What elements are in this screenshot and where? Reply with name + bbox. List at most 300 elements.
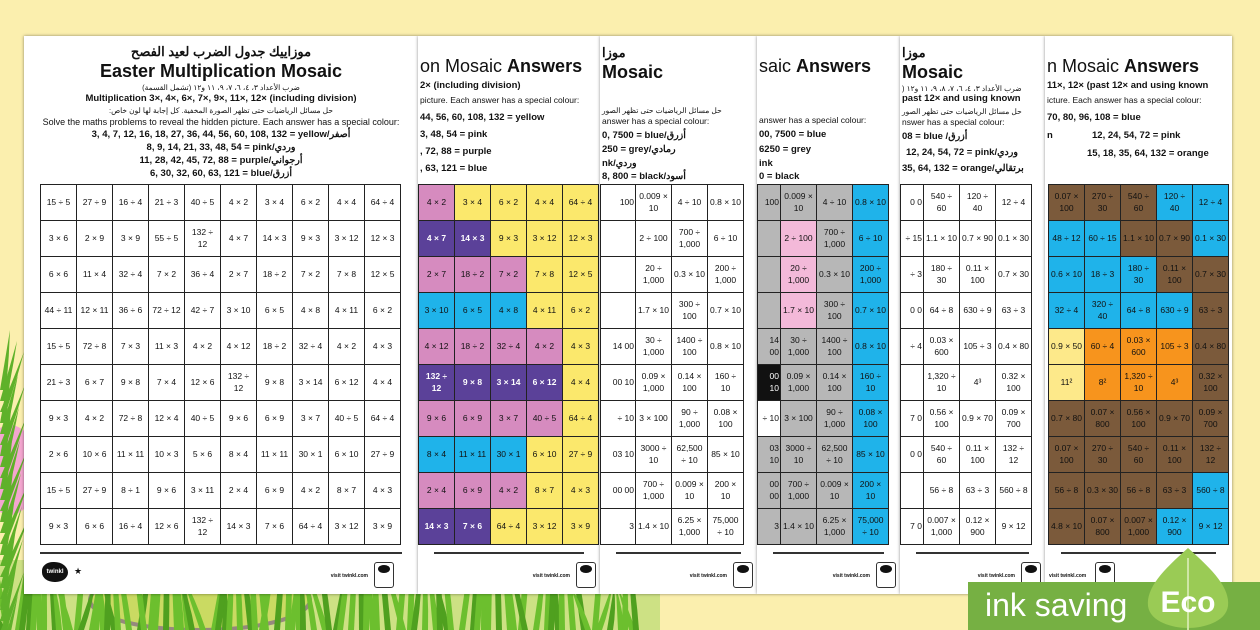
mosaic-cell: 75,000 ÷ 10 — [853, 509, 889, 545]
mosaic-cell: 48 ÷ 12 — [1049, 221, 1085, 257]
mosaic-cell: 7 × 8 — [527, 257, 563, 293]
mosaic-cell: 0.007 × 1,000 — [924, 509, 960, 545]
mosaic-cell: 0.08 × 100 — [853, 401, 889, 437]
mosaic-cell: 9 × 6 — [419, 401, 455, 437]
mosaic-cell: 6 ÷ 10 — [708, 221, 744, 257]
mosaic-cell: 60 ÷ 4 — [1085, 329, 1121, 365]
worksheet-text-line: 35, 64, 132 = orange/برتقالي — [902, 163, 1024, 174]
mosaic-cell: 8 × 4 — [419, 437, 455, 473]
mosaic-cell: 55 ÷ 5 — [149, 221, 185, 257]
title-answers: Answers — [796, 56, 872, 76]
mosaic-cell: 4 × 2 — [77, 401, 113, 437]
mosaic-cell: 6 × 2 — [563, 293, 599, 329]
mosaic-cell: 12 × 6 — [185, 365, 221, 401]
worksheet-text-line: حل مسائل الرياضيات حتى تظهر الصور — [602, 106, 722, 115]
mosaic-cell: 64 ÷ 8 — [924, 293, 960, 329]
mosaic-cell: 6 × 2 — [293, 185, 329, 221]
mosaic-cell: 3 — [758, 509, 781, 545]
mosaic-cell: 4 × 2 — [491, 473, 527, 509]
mosaic-cell: 62,500 ÷ 10 — [672, 437, 708, 473]
mosaic-cell: 40 ÷ 5 — [329, 401, 365, 437]
worksheet-title — [1047, 56, 1199, 77]
mosaic-cell: 0.11 × 100 — [1157, 437, 1193, 473]
mosaic-cell: 8 ÷ 1 — [113, 473, 149, 509]
mosaic-cell: 14 × 3 — [419, 509, 455, 545]
mosaic-cell: 9 × 6 — [221, 401, 257, 437]
worksheet-text-line: ضرب الأعداد ٣، ٤، ٦، ٧، ٨، ٩، ١١ و١٢ ( — [902, 84, 1022, 93]
worksheet-text-line: 3, 48, 54 = pink — [420, 129, 488, 140]
worksheet-text-line: 11×, 12× (past 12× and using known — [1047, 80, 1209, 91]
mosaic-cell: 6.25 × 1,000 — [817, 509, 853, 545]
mosaic-cell: 4 × 4 — [329, 185, 365, 221]
mosaic-cell: 85 × 10 — [853, 437, 889, 473]
worksheet-text-line: 0 = black — [759, 171, 800, 182]
mosaic-cell: 7 0 — [901, 401, 924, 437]
mosaic-cell: 6 × 2 — [365, 293, 401, 329]
mosaic-cell: 32 ÷ 4 — [293, 329, 329, 365]
mosaic-cell: 3 × 4 — [257, 185, 293, 221]
footer-url: visit twinkl.com — [532, 573, 570, 579]
mosaic-cell: 30 × 1 — [293, 437, 329, 473]
mosaic-cell: 6 × 12 — [527, 365, 563, 401]
mosaic-cell: 11 × 3 — [149, 329, 185, 365]
mosaic-cell: 4 × 3 — [365, 329, 401, 365]
mosaic-grid — [900, 184, 1032, 545]
worksheet-page-6 — [1045, 36, 1232, 594]
mosaic-cell: 63 ÷ 3 — [1157, 473, 1193, 509]
mosaic-cell: 1.1 × 10 — [924, 221, 960, 257]
mosaic-cell: 0.32 × 100 — [1193, 365, 1229, 401]
mosaic-cell: 0.56 × 100 — [1121, 401, 1157, 437]
mosaic-cell: 27 ÷ 9 — [365, 437, 401, 473]
worksheet-text-line: 70, 80, 96, 108 = blue — [1047, 112, 1141, 123]
title-answers: Answers — [1124, 56, 1200, 76]
mosaic-cell: 9 × 3 — [41, 401, 77, 437]
mosaic-cell: 160 ÷ 10 — [853, 365, 889, 401]
mosaic-grid — [600, 184, 744, 545]
worksheet-text-line: 3, 4, 7, 12, 16, 18, 27, 36, 44, 56, 60, 108, 132 = yellow/أصفر — [91, 129, 351, 140]
worksheet-text-line: 15, 18, 35, 64, 132 = orange — [1087, 148, 1209, 159]
worksheet-text-line: 44, 56, 60, 108, 132 = yellow — [420, 112, 545, 123]
mosaic-cell: 7 × 6 — [257, 509, 293, 545]
mosaic-cell: 0.07 × 800 — [1085, 509, 1121, 545]
mosaic-cell: 6 × 7 — [77, 365, 113, 401]
mosaic-cell: ÷ 10 — [758, 401, 781, 437]
mosaic-cell: 4 × 11 — [329, 293, 365, 329]
mosaic-cell: 0.009 × 10 — [636, 185, 672, 221]
mosaic-cell: 300 ÷ 100 — [817, 293, 853, 329]
mosaic-cell: 3 × 4 — [455, 185, 491, 221]
mosaic-cell: 21 ÷ 3 — [41, 365, 77, 401]
mosaic-cell: 270 ÷ 30 — [1085, 185, 1121, 221]
mosaic-cell: 64 ÷ 4 — [365, 185, 401, 221]
worksheet-text-line: 12, 24, 54, 72 = pink/وردي — [906, 147, 1018, 158]
mosaic-cell: 0.9 × 70 — [960, 401, 996, 437]
twinkl-badge-icon — [733, 562, 753, 588]
mosaic-cell: 72 ÷ 8 — [113, 401, 149, 437]
mosaic-cell: 63 ÷ 3 — [996, 293, 1032, 329]
mosaic-cell: 105 ÷ 3 — [1157, 329, 1193, 365]
title-answers: Answers — [507, 56, 583, 76]
mosaic-cell: 540 ÷ 60 — [924, 437, 960, 473]
mosaic-cell: 1.4 × 10 — [781, 509, 817, 545]
mosaic-cell: 700 ÷ 1,000 — [672, 221, 708, 257]
mosaic-cell: 630 ÷ 9 — [960, 293, 996, 329]
mosaic-cell: 3 × 6 — [41, 221, 77, 257]
mosaic-cell: 15 ÷ 5 — [41, 185, 77, 221]
mosaic-cell: 14 × 3 — [257, 221, 293, 257]
mosaic-cell: ÷ 15 — [901, 221, 924, 257]
mosaic-cell: 0.009 × 10 — [817, 473, 853, 509]
mosaic-cell: 7 × 2 — [149, 257, 185, 293]
mosaic-cell: 7 × 6 — [455, 509, 491, 545]
mosaic-cell: 12 ÷ 4 — [996, 185, 1032, 221]
mosaic-cell: 4 × 4 — [365, 365, 401, 401]
mosaic-cell: 132 ÷ 12 — [221, 365, 257, 401]
mosaic-cell: 3 × 14 — [293, 365, 329, 401]
mosaic-cell — [758, 293, 781, 329]
worksheet-text-line: 6250 = grey — [759, 144, 812, 155]
worksheet-text-line: , 72, 88 = purple — [420, 146, 492, 157]
mosaic-cell: 1400 ÷ 100 — [817, 329, 853, 365]
worksheet-text-line: 12, 24, 54, 72 = pink — [1092, 130, 1181, 141]
mosaic-cell: 2 ÷ 100 — [636, 221, 672, 257]
mosaic-cell: 90 ÷ 1,000 — [817, 401, 853, 437]
mosaic-cell: 0.7 × 90 — [1157, 221, 1193, 257]
mosaic-cell: 27 ÷ 9 — [563, 437, 599, 473]
mosaic-cell: 0.1 × 30 — [996, 221, 1032, 257]
mosaic-cell: 11 × 11 — [257, 437, 293, 473]
worksheet-page-4 — [757, 36, 900, 594]
mosaic-cell: 0.009 × 10 — [672, 473, 708, 509]
worksheet-text-line: 2× (including division) — [420, 80, 521, 91]
ink-saving-text: ink saving — [985, 587, 1128, 623]
mosaic-cell: 0.3 × 10 — [672, 257, 708, 293]
mosaic-cell: 9 × 8 — [455, 365, 491, 401]
mosaic-cell: 3 × 7 — [491, 401, 527, 437]
mosaic-cell: 64 ÷ 8 — [1121, 293, 1157, 329]
mosaic-cell: 30 × 1 — [491, 437, 527, 473]
mosaic-cell: 7 × 2 — [491, 257, 527, 293]
mosaic-cell: 9 × 12 — [1193, 509, 1229, 545]
mosaic-cell: 2 ÷ 100 — [781, 221, 817, 257]
worksheet-text-line: answer has a special colour: — [602, 116, 710, 126]
mosaic-cell: 0.007 × 1,000 — [1121, 509, 1157, 545]
mosaic-cell: 630 ÷ 9 — [1157, 293, 1193, 329]
mosaic-cell: 3 × 10 — [419, 293, 455, 329]
mosaic-cell: 560 ÷ 8 — [996, 473, 1032, 509]
mosaic-cell: 3 × 100 — [781, 401, 817, 437]
mosaic-cell — [758, 221, 781, 257]
mosaic-cell: 18 ÷ 2 — [455, 329, 491, 365]
mosaic-cell: 64 ÷ 4 — [563, 185, 599, 221]
worksheet-text-line: nk/وردي — [602, 158, 637, 169]
footer-url: visit twinkl.com — [832, 573, 870, 579]
mosaic-cell: 9 × 6 — [149, 473, 185, 509]
twinkl-badge-icon — [576, 562, 596, 588]
mosaic-cell: 540 ÷ 60 — [1121, 437, 1157, 473]
footer-divider — [40, 552, 402, 554]
mosaic-grid — [1048, 184, 1229, 545]
mosaic-cell: 4³ — [1157, 365, 1193, 401]
mosaic-grid — [40, 184, 401, 545]
mosaic-cell: 700 ÷ 1,000 — [817, 221, 853, 257]
mosaic-cell: 0.6 × 10 — [1049, 257, 1085, 293]
mosaic-cell: 15 ÷ 5 — [41, 329, 77, 365]
mosaic-cell: 8 × 7 — [329, 473, 365, 509]
mosaic-cell — [758, 257, 781, 293]
mosaic-cell: 0.03 × 600 — [1121, 329, 1157, 365]
worksheet-text-line: 08 = blue /أزرق — [902, 131, 968, 142]
mosaic-cell: 3 × 12 — [527, 221, 563, 257]
mosaic-cell: 100 — [758, 185, 781, 221]
mosaic-cell: 21 ÷ 3 — [149, 185, 185, 221]
mosaic-cell: ÷ 3 — [901, 257, 924, 293]
mosaic-cell: 0.7 × 10 — [708, 293, 744, 329]
mosaic-cell: 6 × 5 — [455, 293, 491, 329]
mosaic-cell: 100 — [601, 185, 636, 221]
mosaic-cell: 0.8 × 10 — [708, 185, 744, 221]
mosaic-cell: 200 ÷ 1,000 — [853, 257, 889, 293]
worksheet-text-line: حل مسائل الرياضيات حتى تظهر الصور — [902, 107, 1022, 116]
mosaic-cell: 42 ÷ 7 — [185, 293, 221, 329]
mosaic-cell: 160 ÷ 10 — [708, 365, 744, 401]
mosaic-cell: 132 ÷ 12 — [185, 509, 221, 545]
mosaic-cell: 4 × 8 — [491, 293, 527, 329]
mosaic-cell: 0.09 × 700 — [996, 401, 1032, 437]
mosaic-cell: 6 × 12 — [329, 365, 365, 401]
mosaic-cell: 11 × 4 — [77, 257, 113, 293]
mosaic-cell: 180 ÷ 30 — [924, 257, 960, 293]
mosaic-cell: 27 ÷ 9 — [77, 473, 113, 509]
mosaic-cell: 4 × 3 — [365, 473, 401, 509]
mosaic-cell: 0.12 × 900 — [1157, 509, 1193, 545]
mosaic-cell: 3 × 11 — [185, 473, 221, 509]
worksheet-text-line: 250 = grey/رمادي — [602, 144, 676, 155]
twinkl-badge-icon — [876, 562, 896, 588]
footer-divider — [434, 552, 584, 554]
mosaic-cell: 4 × 11 — [527, 293, 563, 329]
mosaic-cell: 9 × 12 — [996, 509, 1032, 545]
worksheet-text-line: picture. Each answer has a special colour: — [420, 95, 580, 105]
mosaic-cell: 180 ÷ 30 — [1121, 257, 1157, 293]
mosaic-cell: 63 ÷ 3 — [1193, 293, 1229, 329]
mosaic-cell: 6 × 2 — [491, 185, 527, 221]
footer-divider — [916, 552, 1029, 554]
mosaic-cell: 6.25 × 1,000 — [672, 509, 708, 545]
worksheet-title — [759, 56, 871, 77]
mosaic-cell: 4 × 2 — [527, 329, 563, 365]
mosaic-cell: 3000 ÷ 10 — [781, 437, 817, 473]
worksheet-text-line: , 63, 121 = blue — [420, 163, 488, 174]
mosaic-cell: 0.7 × 30 — [996, 257, 1032, 293]
mosaic-cell: 3 × 12 — [329, 509, 365, 545]
mosaic-cell: 00 10 — [758, 365, 781, 401]
worksheet-title: موزا — [902, 45, 926, 60]
mosaic-cell: 0.56 × 100 — [924, 401, 960, 437]
mosaic-cell: 1.7 × 10 — [781, 293, 817, 329]
mosaic-cell: 8 × 7 — [527, 473, 563, 509]
worksheet-text-line: 8, 800 = black/أسود — [602, 171, 686, 182]
title-part: n Mosaic — [1047, 56, 1125, 76]
mosaic-cell: 4 × 12 — [419, 329, 455, 365]
mosaic-cell: 00 00 — [758, 473, 781, 509]
mosaic-cell: 3000 ÷ 10 — [636, 437, 672, 473]
mosaic-cell: 63 ÷ 3 — [960, 473, 996, 509]
mosaic-cell: 11 × 11 — [113, 437, 149, 473]
mosaic-cell: 12 × 4 — [149, 401, 185, 437]
mosaic-cell: 03 10 — [758, 437, 781, 473]
mosaic-cell — [601, 293, 636, 329]
mosaic-cell: 2 × 6 — [41, 437, 77, 473]
mosaic-cell: 4 × 7 — [419, 221, 455, 257]
mosaic-cell: 0.11 × 100 — [960, 437, 996, 473]
mosaic-cell: 0.07 × 100 — [1049, 437, 1085, 473]
mosaic-cell: 0.7 × 30 — [1193, 257, 1229, 293]
mosaic-cell: 18 ÷ 3 — [1085, 257, 1121, 293]
mosaic-cell: 16 ÷ 4 — [113, 185, 149, 221]
worksheet-page-1 — [24, 36, 418, 594]
mosaic-cell: 12 × 6 — [149, 509, 185, 545]
mosaic-cell: 0.4 × 80 — [1193, 329, 1229, 365]
mosaic-cell: 18 ÷ 2 — [257, 257, 293, 293]
mosaic-cell: 56 ÷ 8 — [1049, 473, 1085, 509]
footer-url: visit twinkl.com — [330, 573, 368, 579]
mosaic-cell: 4 × 8 — [293, 293, 329, 329]
mosaic-cell: 4 × 4 — [527, 185, 563, 221]
mosaic-cell: 540 ÷ 60 — [1121, 185, 1157, 221]
mosaic-cell: 14 00 — [758, 329, 781, 365]
mosaic-cell: 0.14 × 100 — [672, 365, 708, 401]
mosaic-cell: 1,320 ÷ 10 — [1121, 365, 1157, 401]
mosaic-cell — [601, 257, 636, 293]
footer-divider — [616, 552, 741, 554]
mosaic-cell: 0.8 × 10 — [853, 185, 889, 221]
mosaic-cell: 4.8 × 10 — [1049, 509, 1085, 545]
mosaic-cell: 4 × 2 — [329, 329, 365, 365]
mosaic-cell: 00 00 — [601, 473, 636, 509]
mosaic-cell: 6 × 10 — [527, 437, 563, 473]
mosaic-cell — [901, 473, 924, 509]
mosaic-cell: 6 × 5 — [257, 293, 293, 329]
mosaic-cell: 7 × 2 — [293, 257, 329, 293]
mosaic-cell: 32 ÷ 4 — [1049, 293, 1085, 329]
mosaic-cell: 10 × 6 — [77, 437, 113, 473]
mosaic-cell: 4 × 7 — [221, 221, 257, 257]
worksheet-page-2 — [418, 36, 600, 594]
mosaic-cell: 03 10 — [601, 437, 636, 473]
mosaic-cell: 0.3 × 10 — [817, 257, 853, 293]
mosaic-cell: 200 × 10 — [853, 473, 889, 509]
mosaic-cell: 1.4 × 10 — [636, 509, 672, 545]
mosaic-cell: 72 ÷ 8 — [77, 329, 113, 365]
mosaic-cell: 0.14 × 100 — [817, 365, 853, 401]
mosaic-cell: 56 ÷ 8 — [924, 473, 960, 509]
mosaic-cell: 540 ÷ 60 — [924, 185, 960, 221]
eco-label: Eco — [1160, 586, 1216, 619]
worksheet-title: Mosaic — [902, 62, 964, 82]
mosaic-cell: 700 ÷ 1,000 — [781, 473, 817, 509]
mosaic-cell: 1,320 ÷ 10 — [924, 365, 960, 401]
worksheet-title: موزا — [602, 45, 626, 60]
footer-url: visit twinkl.com — [689, 573, 727, 579]
star-icon: ★ — [74, 566, 83, 576]
mosaic-cell — [601, 221, 636, 257]
mosaic-cell: 40 ÷ 5 — [185, 401, 221, 437]
mosaic-cell: 27 ÷ 9 — [77, 185, 113, 221]
mosaic-cell: 0.08 × 100 — [708, 401, 744, 437]
title-part: on Mosaic — [420, 56, 508, 76]
worksheet-text-line: past 12× and using known — [902, 93, 1021, 104]
mosaic-cell: 15 ÷ 5 — [41, 473, 77, 509]
mosaic-cell: 64 ÷ 4 — [563, 401, 599, 437]
mosaic-cell: 9 × 3 — [491, 221, 527, 257]
mosaic-cell: 85 × 10 — [708, 437, 744, 473]
mosaic-cell: 16 ÷ 4 — [113, 509, 149, 545]
mosaic-cell: 40 ÷ 5 — [185, 185, 221, 221]
mosaic-cell: 700 ÷ 1,000 — [636, 473, 672, 509]
mosaic-cell: 3 × 12 — [329, 221, 365, 257]
mosaic-cell: 0.7 × 80 — [1049, 401, 1085, 437]
mosaic-cell: 0.8 × 10 — [708, 329, 744, 365]
mosaic-cell: 0.7 × 10 — [853, 293, 889, 329]
mosaic-cell: 12 × 3 — [365, 221, 401, 257]
mosaic-cell: 4 × 2 — [293, 473, 329, 509]
worksheet-text-line: حل مسائل الرياضيات حتى تظهر الصورة المخفية. كل إجابة لها لون خاص: — [109, 106, 333, 115]
mosaic-cell: 8² — [1085, 365, 1121, 401]
mosaic-cell: 1.7 × 10 — [636, 293, 672, 329]
mosaic-cell: 3 × 9 — [113, 221, 149, 257]
mosaic-cell: 0.9 × 70 — [1157, 401, 1193, 437]
mosaic-cell: 9 × 3 — [41, 509, 77, 545]
mosaic-cell: 2 × 4 — [419, 473, 455, 509]
mosaic-cell: 6 × 9 — [257, 473, 293, 509]
mosaic-cell: 14 × 3 — [455, 221, 491, 257]
mosaic-cell: 64 ÷ 4 — [491, 509, 527, 545]
mosaic-cell: 0.09 × 700 — [1193, 401, 1229, 437]
mosaic-cell: 64 ÷ 4 — [365, 401, 401, 437]
mosaic-cell: 9 × 8 — [257, 365, 293, 401]
mosaic-cell: 32 ÷ 4 — [113, 257, 149, 293]
mosaic-cell: 0.07 × 800 — [1085, 401, 1121, 437]
mosaic-cell: 12 × 11 — [77, 293, 113, 329]
mosaic-cell: 320 ÷ 40 — [1085, 293, 1121, 329]
mosaic-cell: 0 0 — [901, 185, 924, 221]
mosaic-cell: 36 ÷ 6 — [113, 293, 149, 329]
mosaic-cell: 3 — [601, 509, 636, 545]
mosaic-cell — [901, 365, 924, 401]
worksheet-text-line: 6, 30, 32, 60, 63, 121 = blue/أزرق — [150, 168, 292, 179]
worksheet-text-line: icture. Each answer has a special colour: — [1047, 95, 1202, 105]
mosaic-cell: 4 × 2 — [419, 185, 455, 221]
mosaic-cell: 40 ÷ 5 — [527, 401, 563, 437]
worksheet-title — [420, 56, 582, 77]
footer-url: visit twinkl.com — [1049, 573, 1087, 579]
mosaic-cell: 0.4 × 80 — [996, 329, 1032, 365]
mosaic-grid — [757, 184, 889, 545]
mosaic-cell: 7 0 — [901, 509, 924, 545]
mosaic-cell: 12 × 3 — [563, 221, 599, 257]
footer-url: visit twinkl.com — [977, 573, 1015, 579]
worksheet-text-line: answer has a special colour: — [759, 115, 867, 125]
mosaic-cell: 11 × 11 — [455, 437, 491, 473]
mosaic-cell: 132 ÷ 12 — [1193, 437, 1229, 473]
mosaic-cell: 7 × 3 — [113, 329, 149, 365]
worksheet-text-line: ink — [759, 158, 773, 169]
mosaic-cell: 300 ÷ 100 — [672, 293, 708, 329]
mosaic-cell: 132 ÷ 12 — [185, 221, 221, 257]
mosaic-cell: 6 × 9 — [455, 401, 491, 437]
